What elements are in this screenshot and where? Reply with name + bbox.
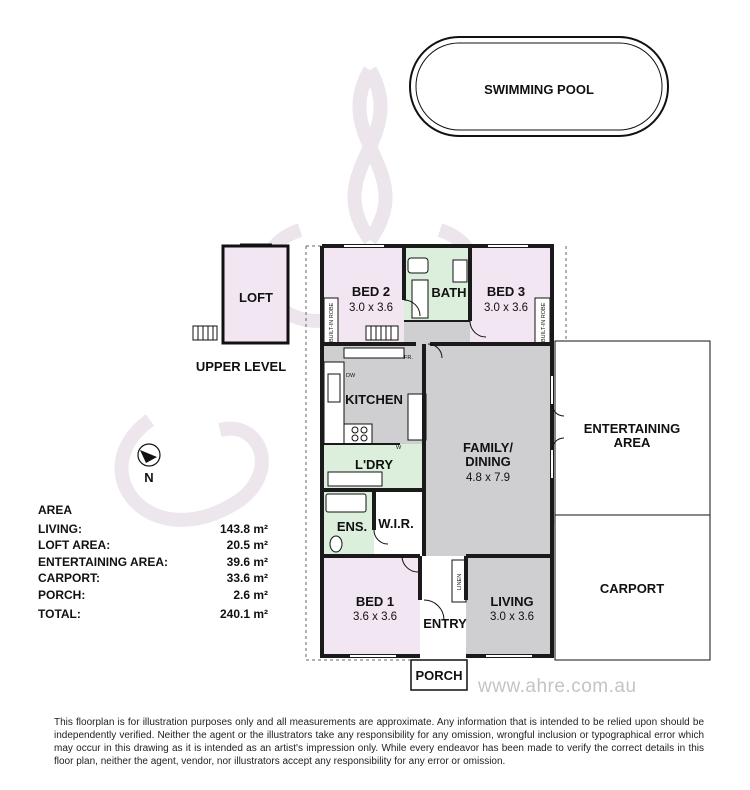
bed2-size: 3.0 x 3.6: [348, 302, 394, 314]
area-row-label: LOFT AREA:: [38, 538, 111, 552]
robe-right-label: BUILT-IN ROBE: [541, 302, 547, 342]
area-row-label: ENTERTAINING AREA:: [38, 554, 168, 569]
family-dining-label-1: FAMILY/: [462, 440, 514, 455]
area-row-loft: [38, 537, 268, 554]
area-row-label: LIVING:: [38, 521, 82, 536]
robe-left-label: BUILT-IN ROBE: [329, 302, 335, 342]
area-row-value: 143.8 m²: [219, 521, 268, 536]
hall-fill: [404, 321, 470, 344]
area-table: [38, 502, 268, 623]
entertaining-label-1: ENTERTAINING: [583, 421, 681, 436]
kitchen-label: KITCHEN: [345, 392, 403, 407]
living-label: LIVING: [490, 594, 534, 609]
area-row-value: 20.5 m²: [226, 538, 268, 552]
bed2-label: BED 2: [351, 284, 391, 299]
loft-label: LOFT: [239, 290, 273, 305]
area-row-label: PORCH:: [38, 587, 86, 602]
entertaining-label-2: AREA: [613, 435, 651, 450]
porch-label: PORCH: [415, 668, 463, 683]
area-row-value: 2.6 m²: [233, 587, 268, 602]
dishwasher-label: DW: [346, 373, 356, 379]
area-row-carport: [38, 570, 268, 587]
family-dining-label-2: DINING: [465, 454, 511, 469]
area-row-porch: [38, 587, 268, 604]
linen-label: LINEN: [457, 573, 463, 590]
area-row-entertaining: [38, 554, 268, 571]
compass-icon: [138, 444, 160, 466]
main-stairs: [366, 326, 398, 340]
area-row-label: CARPORT:: [38, 571, 100, 585]
area-total-value: 240.1 m²: [219, 607, 268, 621]
bed3-size: 3.0 x 3.6: [483, 302, 529, 314]
area-row-value: 33.6 m²: [226, 571, 268, 585]
washer-label: W: [396, 445, 402, 451]
swimming-pool-label: SWIMMING POOL: [484, 82, 594, 97]
website-watermark: www.ahre.com.au: [478, 676, 637, 697]
area-total-label: TOTAL:: [38, 607, 81, 621]
loft-stairs: [193, 326, 217, 340]
area-row-living: [38, 521, 268, 538]
area-row-value: 39.6 m²: [226, 554, 268, 569]
disclaimer-text: This floorplan is for illustration purposes only and all measurements are approximate. Any information that is intended to be relied upon should be independently verified. Neither the agent or the illustrators take any responsibility for any omission, wrongful inclusion or typographical error which may occur in this drawing as it is intended as an artist's impression only. While every endeavor has been made to verify the correct details in this floor plan, neither the agent, vendor, nor illustrators accept any responsibility for any error or omission.: [54, 717, 704, 767]
area-title: AREA: [38, 503, 73, 517]
fridge-label: FR.: [404, 355, 413, 361]
ensuite-label: ENS.: [336, 519, 368, 534]
living-size: 3.0 x 3.6: [489, 611, 535, 623]
laundry-tub: [328, 472, 382, 486]
wir-label: W.I.R.: [378, 516, 414, 531]
area-row-total: [38, 606, 268, 623]
bed3-label: BED 3: [486, 284, 526, 299]
compass-north-label: N: [144, 470, 154, 485]
bed1-size: 3.6 x 3.6: [352, 611, 398, 623]
bed1-label: BED 1: [355, 594, 395, 609]
entry-label: ENTRY: [423, 616, 467, 631]
bath-label: BATH: [431, 285, 467, 300]
upper-level-label: UPPER LEVEL: [195, 359, 287, 374]
family-dining-size: 4.8 x 7.9: [465, 472, 511, 484]
carport-label: CARPORT: [599, 581, 665, 596]
laundry-label: L'DRY: [355, 457, 393, 472]
